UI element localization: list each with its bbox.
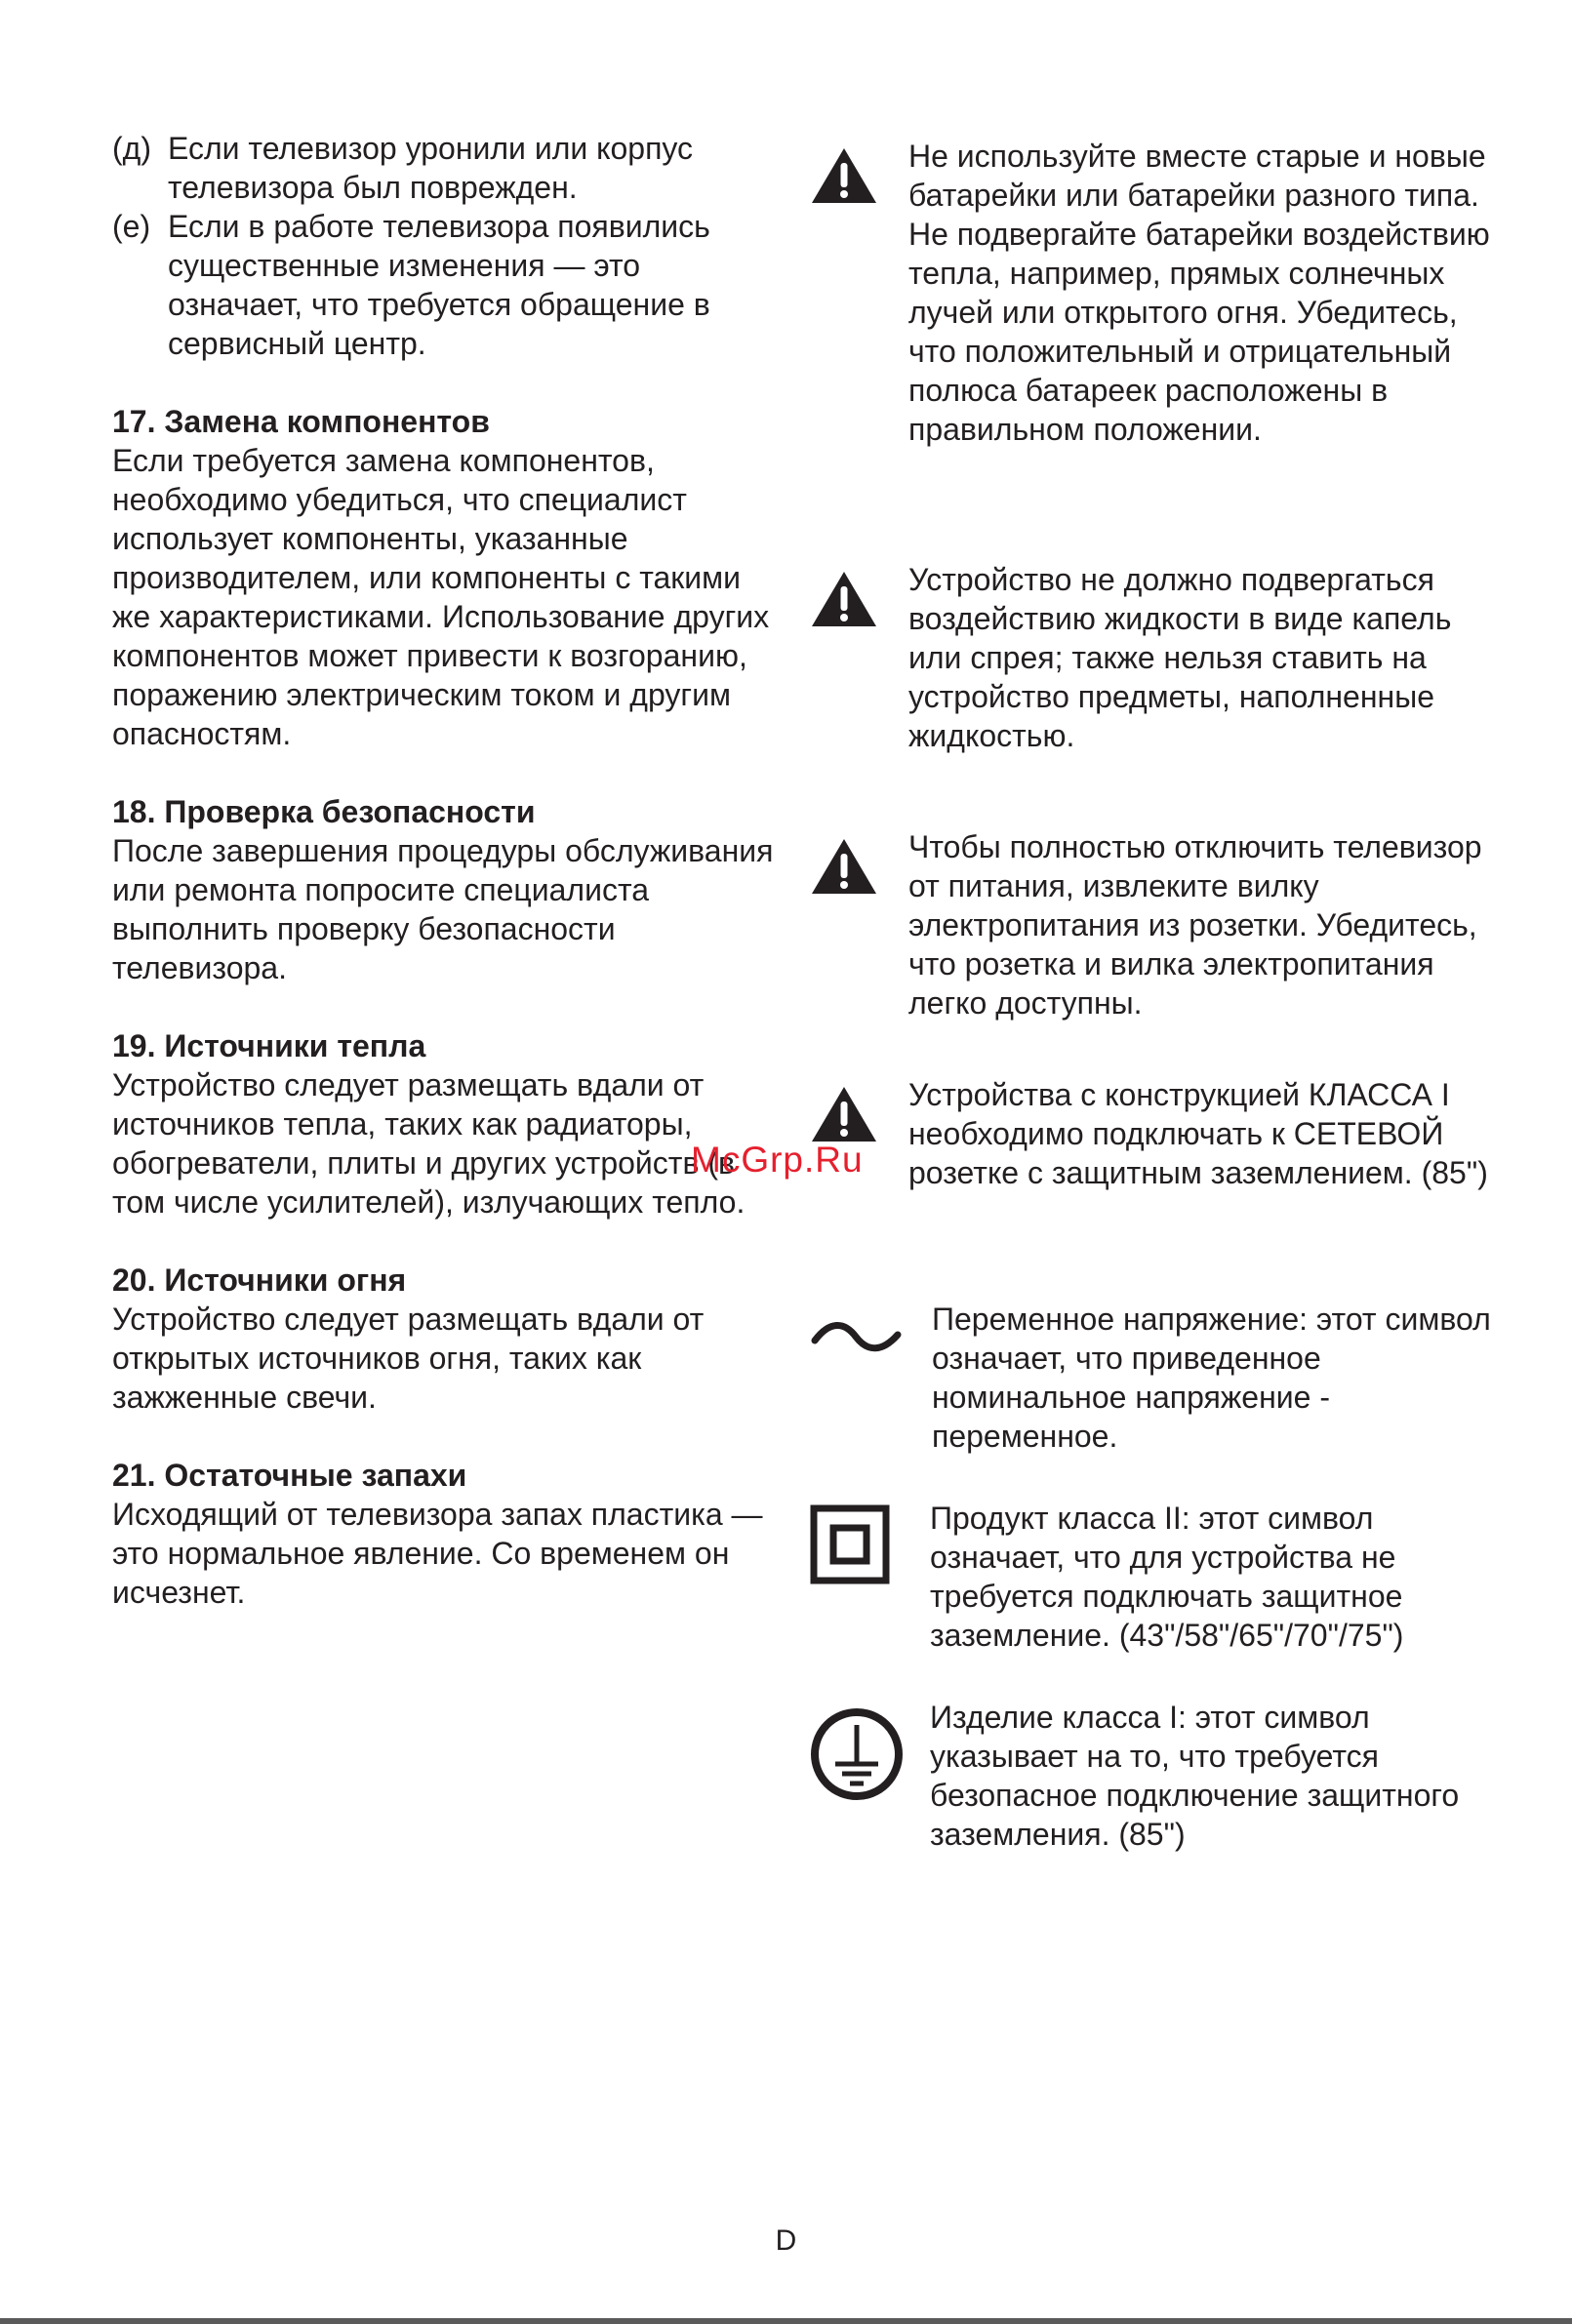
warning-text: Чтобы полностью отключить телевизор от питания, извлеките вилку электропитания из розетки. Убедитесь, что розетка и вилка электропитания легко доступны. (908, 829, 1482, 1021)
symbol-block (810, 1698, 1493, 1854)
warning-triangle-icon (810, 560, 883, 755)
warning-text: Устройство не должно подвергаться воздействию жидкости в виде капель или спрея; также нельзя ставить на устройство предметы, наполненные жидкостью. (908, 562, 1452, 753)
ac-voltage-icon (810, 1300, 903, 1456)
section-body: Устройство следует размещать вдали от открытых источников огня, таких как зажженные свечи. (112, 1302, 705, 1415)
section-title: 19. Источники тепла (112, 1028, 426, 1063)
section-body: После завершения процедуры обслуживания или ремонта попросите специалиста выполнить проверку безопасности телевизора. (112, 833, 774, 985)
section-component-replacement (112, 402, 776, 753)
list-marker: (е) (112, 209, 151, 244)
bottom-rule (0, 2318, 1572, 2324)
list-text: Если в работе телевизора появились существенные изменения — это означает, что требуется обращение в сервисный центр. (168, 209, 710, 361)
page-label: D (775, 2224, 797, 2257)
section-title: 17. Замена компонентов (112, 404, 490, 439)
list-item (112, 129, 776, 207)
section-title: 20. Источники огня (112, 1262, 407, 1298)
warning-block (810, 1075, 1493, 1192)
section-title: 21. Остаточные запахи (112, 1458, 467, 1493)
symbol-text: Продукт класса II: этот символ означает, что для устройства не требуется подключать защитное заземление. (43"/58"/65"/70"/75") (930, 1501, 1404, 1653)
section-residual-odors (112, 1456, 776, 1612)
warning-text: Не используйте вместе старые и новые батарейки или батарейки разного типа. Не подвергайте батарейки воздействию тепла, например, прямых солнечных лучей или открытого огня. Убедитесь, что положительный и отрицательный полюса батареек расположены в правильном положении. (908, 139, 1490, 447)
list-marker: (д) (112, 131, 151, 166)
warning-block (810, 827, 1493, 1022)
symbol-text: Переменное напряжение: этот символ означает, что приведенное номинальное напряжение - переменное. (932, 1302, 1491, 1454)
section-body: Устройство следует размещать вдали от источников тепла, таких как радиаторы, обогреватели, плиты и других устройств (в том числе усилителей), излучающих тепло. (112, 1067, 746, 1220)
warning-text: Устройства с конструкцией КЛАССА I необходимо подключать к СЕТЕВОЙ розетке с защитным заземлением. (85") (908, 1077, 1488, 1190)
left-column (112, 129, 776, 1612)
class-ii-double-square-icon (810, 1499, 903, 1655)
section-title: 18. Проверка безопасности (112, 794, 536, 829)
section-body: Исходящий от телевизора запах пластика — это нормальное явление. Со временем он исчезнет. (112, 1497, 763, 1610)
symbol-block (810, 1499, 1493, 1655)
list-text: Если телевизор уронили или корпус телевизора был поврежден. (168, 131, 694, 205)
symbol-block (810, 1300, 1493, 1456)
list-item (112, 207, 776, 363)
warning-triangle-icon (810, 137, 883, 449)
watermark: McGrp.Ru (691, 1140, 864, 1180)
symbol-text: Изделие класса I: этот символ указывает на то, что требуется безопасное подключение защитного заземления. (85") (930, 1700, 1460, 1852)
section-heat-sources (112, 1026, 776, 1222)
warning-triangle-icon (810, 827, 883, 1022)
section-safety-check (112, 792, 776, 987)
warning-block (810, 560, 1493, 755)
section-body: Если требуется замена компонентов, необходимо убедиться, что специалист использует компоненты, указанные производителем, или компоненты с такими же характеристиками. Использование других компонентов может привести к возгоранию, поражению электрическим током и другим опасностям. (112, 443, 770, 751)
section-fire-sources (112, 1261, 776, 1417)
protective-earth-icon (810, 1698, 903, 1854)
warning-block (810, 137, 1493, 449)
